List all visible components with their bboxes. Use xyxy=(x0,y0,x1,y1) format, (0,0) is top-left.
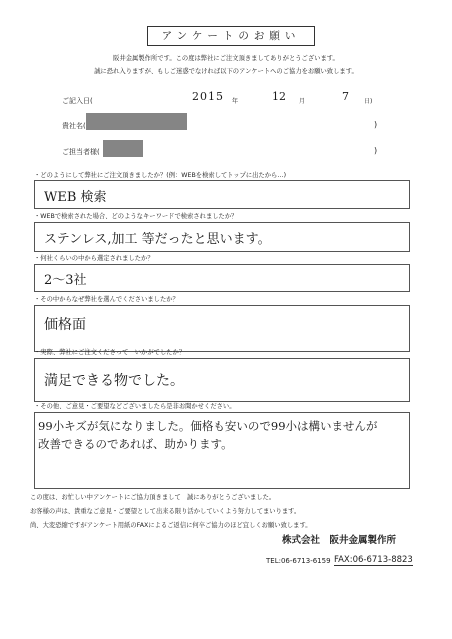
answer-1: WEB 検索 xyxy=(44,190,107,205)
question-6: ・その他、ご意見・ご要望などございましたら是非お聞かせください。 xyxy=(34,403,236,410)
answer-4: 価格面 xyxy=(44,317,86,333)
question-1: ・どのようにして弊社にご注文頂きましたか？(例：WEBを検索してトップに出たから…) xyxy=(34,172,287,179)
answer-3: 2～3社 xyxy=(44,273,87,288)
date-year-unit: 年 xyxy=(232,98,239,105)
question-3: ・何社くらいの中から選定されましたか？ xyxy=(34,255,154,262)
fax-number: FAX:06-6713-8823 xyxy=(334,555,413,565)
answer-5: 満足できる物でした。 xyxy=(44,373,184,389)
date-day: 7 xyxy=(342,90,349,103)
date-month-unit: 月 xyxy=(299,98,306,105)
answer-box-3 xyxy=(34,264,410,292)
intro-line-2: 誠に恐れ入りますが、もしご迷惑でなければ以下のアンケートへのご協力をお願い致します。 xyxy=(94,68,358,75)
company-name: 株式会社 阪井金属製作所 xyxy=(282,535,397,546)
footer-line-2: お客様の声は、貴重なご意見・ご要望として出来る限り活かしていくよう努力してまいります。 xyxy=(30,508,301,515)
answer-6-line-2: 改善できるのであれば、助かります。 xyxy=(38,437,233,451)
answer-2: ステンレス,加工 等だったと思います。 xyxy=(44,232,271,247)
telephone-number: TEL:06-6713-6159 xyxy=(266,557,331,565)
date-day-unit: 日) xyxy=(364,98,373,105)
redacted-company-name xyxy=(86,113,187,130)
date-label: ご記入日( xyxy=(62,97,93,105)
intro-line-1: 阪井金属製作所です。この度は弊社にご注文頂きましてありがとうございます。 xyxy=(113,55,339,62)
page-title: アンケートのお願い xyxy=(147,26,315,46)
footer-line-1: この度は、お忙しい中アンケートにご協力頂きまして 誠にありがとうございました。 xyxy=(30,494,276,501)
answer-6-line-1: 99小キズが気になりました。価格も安いので99小は構いませんが xyxy=(38,419,378,433)
question-2: ・WEBで検索された場合、どのようなキーワードで検索されましたか？ xyxy=(34,213,238,220)
question-4: ・その中からなぜ弊社を選んでくださいましたか？ xyxy=(34,296,179,303)
company-name-close: ) xyxy=(374,120,378,129)
company-name-label: 貴社名( xyxy=(62,122,86,130)
question-5: ・実際、弊社にご注文くださって いかがでしたか？ xyxy=(34,349,186,356)
redacted-contact-name xyxy=(103,140,143,157)
contact-person-label: ご担当者様( xyxy=(62,148,100,156)
date-year: 2015 xyxy=(192,90,224,103)
footer-line-3: 尚、大変恐縮ですがアンケート用紙のFAXによるご返信に何卒ご協力のほど宜しくお願い致します。 xyxy=(30,522,312,529)
answer-box-4 xyxy=(34,305,410,352)
contact-person-close: ) xyxy=(374,146,378,155)
date-month: 12 xyxy=(272,90,286,103)
